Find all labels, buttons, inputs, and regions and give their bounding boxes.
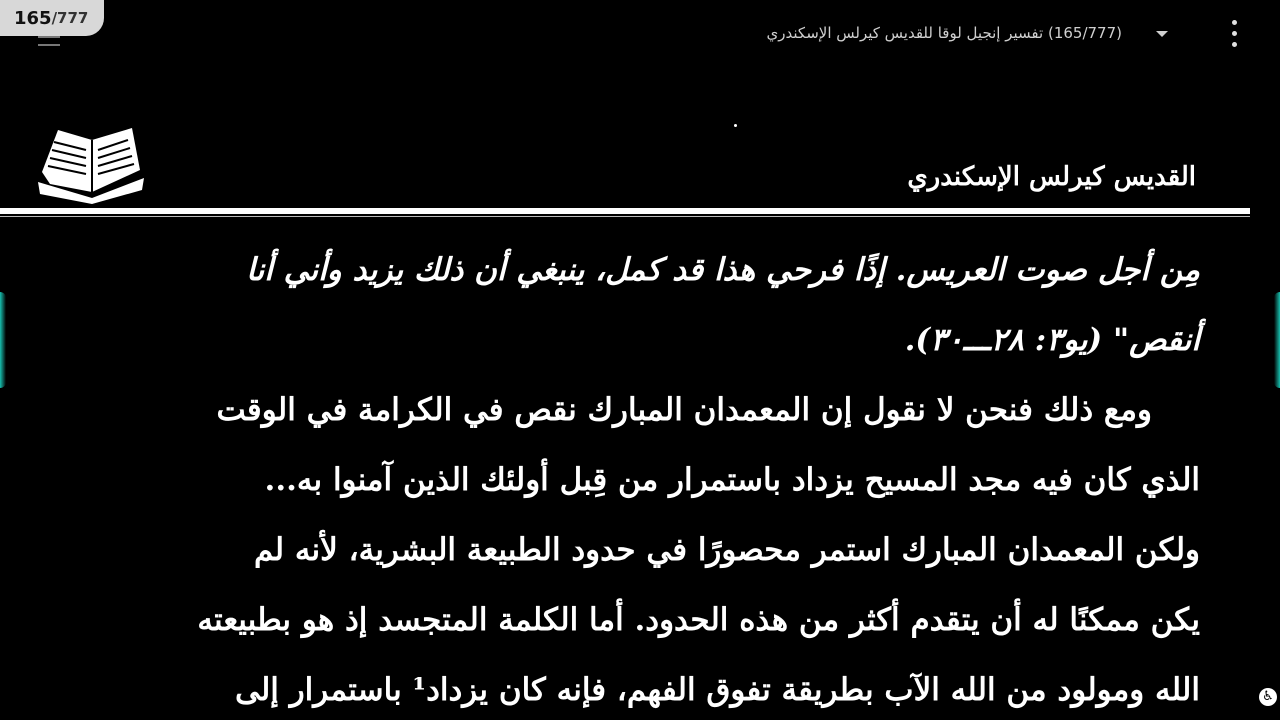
page-current: 165 bbox=[14, 7, 52, 29]
next-page-edge[interactable] bbox=[1274, 292, 1280, 388]
top-toolbar bbox=[0, 0, 1280, 70]
document-title[interactable]: (165/777) تفسير إنجيل لوقا للقديس كيرلس الإسكندري bbox=[766, 24, 1122, 42]
page-total: /777 bbox=[51, 9, 89, 27]
header-rule-thin bbox=[0, 216, 1250, 217]
text-line: مِن أجل صوت العريس. إذًا فرحي هذا قد كمل، ينبغي أن ذلك يزيد وأني أنا bbox=[246, 252, 1200, 288]
drawer-handle-icon[interactable] bbox=[38, 36, 60, 46]
open-book-icon bbox=[36, 124, 146, 204]
text-line: يكن ممكنًا له أن يتقدم أكثر من هذه الحدود. أما الكلمة المتجسد إذ هو بطبيعته bbox=[197, 602, 1200, 638]
chevron-down-icon[interactable] bbox=[1156, 31, 1168, 37]
previous-page-edge[interactable] bbox=[0, 292, 6, 388]
text-line: ومع ذلك فنحن لا نقول إن المعمدان المبارك نقص في الكرامة في الوقت bbox=[216, 392, 1152, 428]
page-indicator[interactable] bbox=[0, 0, 104, 36]
running-header: القديس كيرلس الإسكندري bbox=[907, 162, 1196, 192]
text-line: الذي كان فيه مجد المسيح يزداد باستمرار من قِبل أولئك الذين آمنوا به... bbox=[264, 462, 1200, 498]
text-line: ولكن المعمدان المبارك استمر محصورًا في حدود الطبيعة البشرية، لأنه لم bbox=[254, 532, 1200, 568]
header-rule bbox=[0, 208, 1250, 214]
scan-speck bbox=[734, 124, 737, 127]
text-line: أنقص" (يو٣: ٢٨ـــ٣٠). bbox=[904, 322, 1200, 358]
more-vertical-icon[interactable] bbox=[1228, 20, 1242, 50]
accessibility-icon[interactable]: ♿ bbox=[1259, 688, 1277, 706]
text-line: الله ومولود من الله الآب بطريقة تفوق الفهم، فإنه كان يزداد¹ باستمرار إلى bbox=[235, 672, 1200, 708]
